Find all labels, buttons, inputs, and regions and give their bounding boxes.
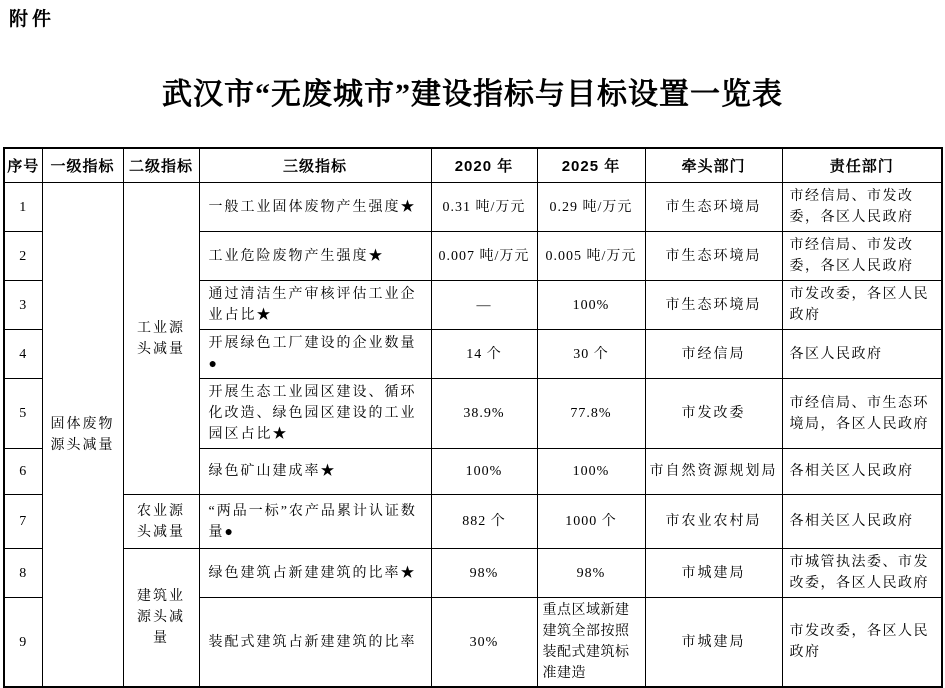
value-2020: 98% [431, 549, 537, 598]
column-header-level3: 三级指标 [199, 148, 431, 183]
responsible-department: 各相关区人民政府 [782, 495, 942, 549]
level3-indicator: 开展绿色工厂建设的企业数量● [199, 330, 431, 379]
level3-indicator: 绿色建筑占新建建筑的比率★ [199, 549, 431, 598]
value-2025: 0.29 吨/万元 [537, 183, 645, 232]
level2-indicator-construction: 建筑业源头减量 [123, 549, 199, 688]
level3-indicator: 绿色矿山建成率★ [199, 449, 431, 495]
value-2020: 100% [431, 449, 537, 495]
lead-department: 市自然资源规划局 [645, 449, 782, 495]
value-2020: 14 个 [431, 330, 537, 379]
value-2020: 0.007 吨/万元 [431, 232, 537, 281]
value-2025: 100% [537, 449, 645, 495]
row-number: 3 [4, 281, 42, 330]
table-row-7 [4, 495, 942, 549]
responsible-department: 市经信局、市发改委，各区人民政府 [782, 183, 942, 232]
value-2025: 重点区域新建建筑全部按照装配式建筑标准建造 [537, 598, 645, 688]
value-2020: 38.9% [431, 379, 537, 449]
row-number: 9 [4, 598, 42, 688]
responsible-department: 各区人民政府 [782, 330, 942, 379]
lead-department: 市城建局 [645, 598, 782, 688]
column-header-level2: 二级指标 [123, 148, 199, 183]
level3-indicator: 通过清洁生产审核评估工业企业占比★ [199, 281, 431, 330]
value-2025: 77.8% [537, 379, 645, 449]
responsible-department: 市经信局、市生态环境局，各区人民政府 [782, 379, 942, 449]
level3-indicator: 一般工业固体废物产生强度★ [199, 183, 431, 232]
value-2020: — [431, 281, 537, 330]
value-2025: 100% [537, 281, 645, 330]
value-2020: 0.31 吨/万元 [431, 183, 537, 232]
value-2025: 98% [537, 549, 645, 598]
value-2025: 30 个 [537, 330, 645, 379]
lead-department: 市生态环境局 [645, 281, 782, 330]
column-header-no: 序号 [4, 148, 42, 183]
row-number: 1 [4, 183, 42, 232]
column-header-level1: 一级指标 [42, 148, 123, 183]
row-number: 4 [4, 330, 42, 379]
lead-department: 市发改委 [645, 379, 782, 449]
lead-department: 市经信局 [645, 330, 782, 379]
table-row-8 [4, 549, 942, 598]
row-number: 5 [4, 379, 42, 449]
value-2025: 1000 个 [537, 495, 645, 549]
row-number: 6 [4, 449, 42, 495]
responsible-department: 市发改委，各区人民政府 [782, 281, 942, 330]
responsible-department: 市经信局、市发改委，各区人民政府 [782, 232, 942, 281]
column-header-2020: 2020 年 [431, 148, 537, 183]
value-2020: 30% [431, 598, 537, 688]
lead-department: 市生态环境局 [645, 183, 782, 232]
responsible-department: 市发改委，各区人民政府 [782, 598, 942, 688]
level3-indicator: 开展生态工业园区建设、循环化改造、绿色园区建设的工业园区占比★ [199, 379, 431, 449]
level2-indicator-agriculture: 农业源头减量 [123, 495, 199, 549]
level2-indicator-industry: 工业源头减量 [123, 183, 199, 495]
table-row-1 [4, 183, 942, 232]
header-row [4, 148, 942, 183]
level3-indicator: “两品一标”农产品累计认证数量● [199, 495, 431, 549]
level3-indicator: 装配式建筑占新建建筑的比率 [199, 598, 431, 688]
indicators-table [3, 147, 943, 688]
page-title: 武汉市“无废城市”建设指标与目标设置一览表 [162, 78, 783, 111]
lead-department: 市农业农村局 [645, 495, 782, 549]
row-number: 8 [4, 549, 42, 598]
level3-indicator: 工业危险废物产生强度★ [199, 232, 431, 281]
responsible-department: 各相关区人民政府 [782, 449, 942, 495]
lead-department: 市城建局 [645, 549, 782, 598]
column-header-resp-dept: 责任部门 [782, 148, 942, 183]
column-header-2025: 2025 年 [537, 148, 645, 183]
row-number: 2 [4, 232, 42, 281]
value-2025: 0.005 吨/万元 [537, 232, 645, 281]
lead-department: 市生态环境局 [645, 232, 782, 281]
attachment-label: 附件 [9, 9, 56, 30]
column-header-lead-dept: 牵头部门 [645, 148, 782, 183]
row-number: 7 [4, 495, 42, 549]
level1-indicator-cell: 固体废物源头减量 [42, 183, 123, 688]
value-2020: 882 个 [431, 495, 537, 549]
responsible-department: 市城管执法委、市发改委，各区人民政府 [782, 549, 942, 598]
